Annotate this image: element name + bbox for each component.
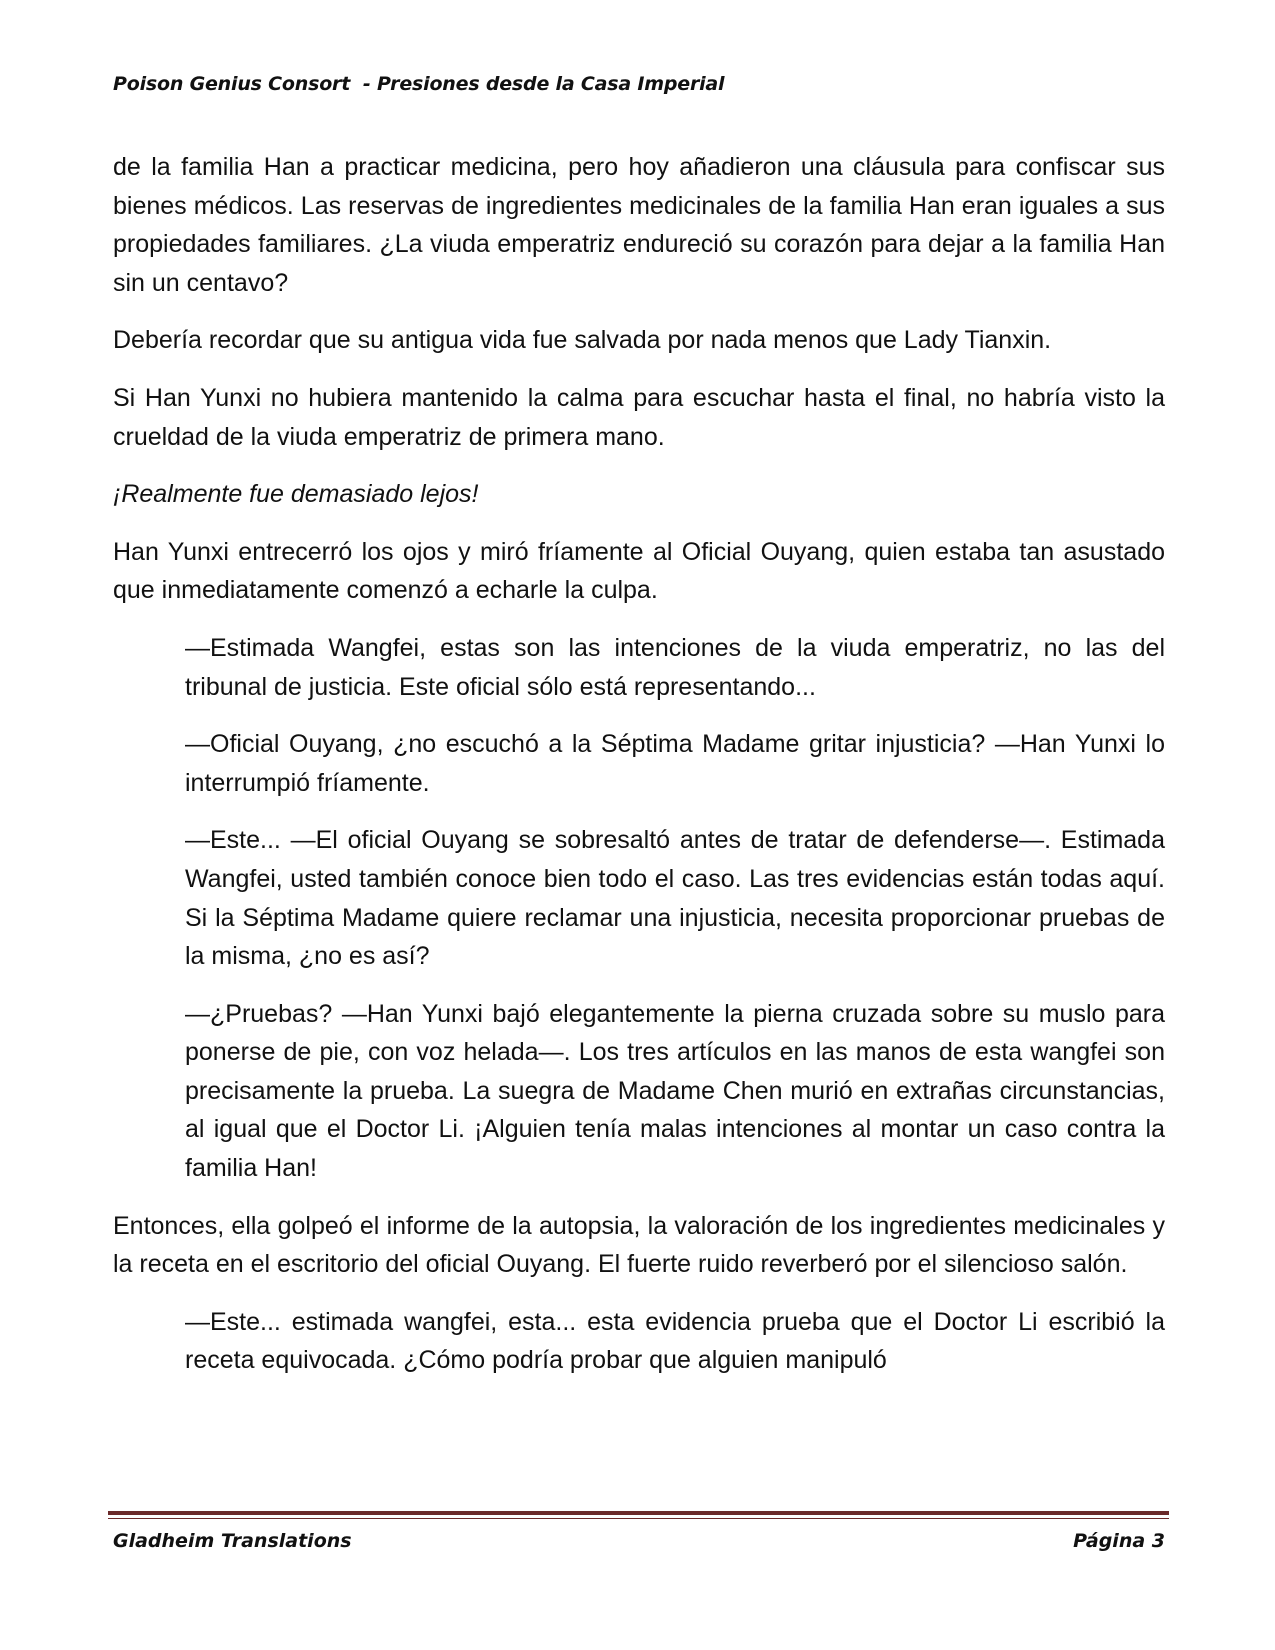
paragraph: Entonces, ella golpeó el informe de la autopsia, la valoración de los ingredientes medicinales y la receta en el escritorio del oficial Ouyang. El fuerte ruido reverberó por el silencioso salón.: [113, 1211, 1165, 1279]
italic-paragraph: ¡Realmente fue demasiado lejos!: [113, 480, 479, 509]
dialogue-paragraph: —Este... —El oficial Ouyang se sobresaltó antes de tratar de defenderse—. Estimada Wangfei, usted también conoce bien todo el caso. Las tres evidencias están todas aquí. Si la Séptima Madame quiere reclamar una injusticia, necesita proporcionar pruebas de la misma, ¿no es así?: [185, 826, 1165, 971]
running-header: Poison Genius Consort - Presiones desde la Casa Imperial: [113, 73, 725, 95]
dialogue-paragraph: —¿Pruebas? —Han Yunxi bajó elegantemente la pierna cruzada sobre su muslo para ponerse de pie, con voz helada—. Los tres artículos en las manos de esta wangfei son precisamente la prueba. La suegra de Madame Chen murió en extrañas circunstancias, al igual que el Doctor Li. ¡Alguien tenía malas intenciones al montar un caso contra la familia Han!: [185, 999, 1165, 1183]
paragraph: Debería recordar que su antigua vida fue salvada por nada menos que Lady Tianxin.: [113, 326, 1052, 355]
paragraph: Si Han Yunxi no hubiera mantenido la calma para escuchar hasta el final, no habría visto la crueldad de la viuda emperatriz de primera mano.: [113, 383, 1165, 451]
footer-rule-thick: [108, 1511, 1169, 1515]
paragraph: Han Yunxi entrecerró los ojos y miró fríamente al Oficial Ouyang, quien estaba tan asustado que inmediatamente comenzó a echarle la culpa.: [113, 537, 1165, 605]
footer-page-number: Página 3: [1073, 1530, 1165, 1552]
dialogue-paragraph: —Este... estimada wangfei, esta... esta evidencia prueba que el Doctor Li escribió la receta equivocada. ¿Cómo podría probar que alguien manipuló: [185, 1307, 1165, 1375]
footer-rule-thin: [108, 1518, 1169, 1519]
dialogue-paragraph: —Oficial Ouyang, ¿no escuchó a la Séptima Madame gritar injusticia? —Han Yunxi lo interrumpió fríamente.: [185, 730, 1165, 797]
body-text: [113, 148, 1165, 1399]
footer-publisher: Gladheim Translations: [113, 1530, 352, 1552]
paragraph: de la familia Han a practicar medicina, pero hoy añadieron una cláusula para confiscar sus bienes médicos. Las reservas de ingredientes medicinales de la familia Han eran iguales a sus propiedades familiares. ¿La viuda emperatriz endureció su corazón para dejar a la familia Han sin un centavo?: [113, 153, 1165, 297]
dialogue-paragraph: —Estimada Wangfei, estas son las intenciones de la viuda emperatriz, no las del tribunal de justicia. Este oficial sólo está representando...: [185, 633, 1165, 701]
